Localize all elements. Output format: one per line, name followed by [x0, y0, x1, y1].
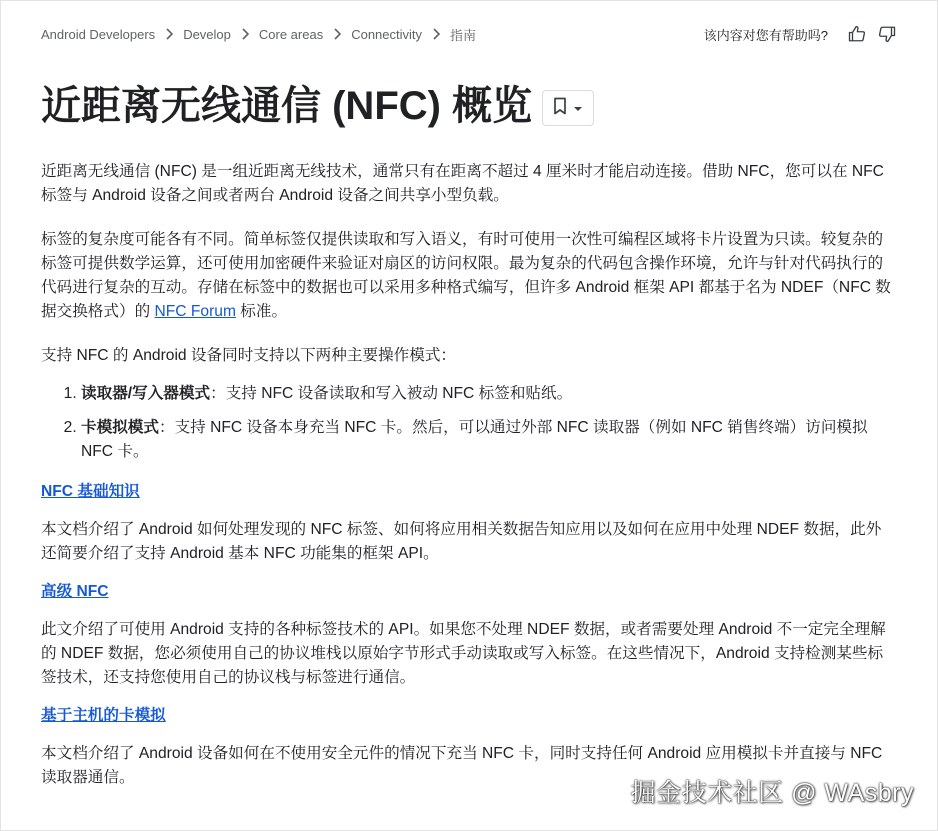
page-title: 近距离无线通信 (NFC) 概览 [41, 84, 533, 128]
breadcrumb-android-developers[interactable]: Android Developers [41, 26, 156, 42]
section-desc-nfc-basics: 本文档介绍了 Android 如何处理发现的 NFC 标签、如何将应用相关数据告知应用以及如何在应用中处理 NDEF 数据，此外还简要介绍了支持 Android 基本 NFC 功能集的框架 API。 [41, 521, 882, 562]
mode-term: 卡模拟模式 [81, 419, 159, 436]
breadcrumb [41, 25, 476, 44]
chevron-down-icon [573, 99, 583, 117]
bookmark-button[interactable] [542, 90, 594, 126]
title-row [41, 78, 594, 134]
watermark: 掘金技术社区 @ WAsbry [630, 779, 914, 807]
chevron-right-icon [333, 28, 341, 40]
intro-paragraph-1: 近距离无线通信 (NFC) 是一组近距离无线技术，通常只有在距离不超过 4 厘米时才能启动连接。借助 NFC，您可以在 NFC 标签与 Android 设备之间或者两台 Android 设备之间共享小型负载。 [41, 163, 884, 204]
breadcrumb-develop[interactable]: Develop [183, 26, 231, 42]
section-link-hce[interactable]: 基于主机的卡模拟 [41, 707, 166, 724]
section-desc-advanced-nfc: 此文介绍了可使用 Android 支持的各种标签技术的 API。如果您不处理 NDEF 数据，或者需要处理 Android 不一定完全理解的 NDEF 数据，您必须使用自己的协议堆栈以原始字节形式手动读取或写入标签。在这些情况下，Android 支持检测某些标签技术，还支持您使用自己的协议栈与标签进行通信。 [41, 621, 886, 686]
bookmark-icon [553, 97, 567, 120]
intro-paragraph-2-text-a: 标签的复杂度可能各有不同。简单标签仅提供读取和写入语义，有时可使用一次性可编程区域将卡片设置为只读。较复杂的标签可提供数学运算，还可使用加密硬件来验证对扇区的访问权限。最为复杂的代码包含操作环境，允许与针对代码执行的代码进行复杂的互动。存储在标签中的数据也可以采用多种格式编写，但许多 Android 框架 API 都基于名为 NDEF（NFC 数据交换格式）的 [41, 231, 891, 320]
list-item [81, 416, 891, 464]
chevron-right-icon [432, 28, 440, 40]
breadcrumb-connectivity[interactable]: Connectivity [351, 26, 423, 42]
section-link-advanced-nfc[interactable]: 高级 NFC [41, 583, 109, 600]
mode-desc: ：支持 NFC 设备读取和写入被动 NFC 标签和贴纸。 [210, 385, 573, 402]
article-body [41, 160, 891, 804]
breadcrumb-core-areas[interactable]: Core areas [258, 26, 324, 42]
thumb-up-icon[interactable] [846, 23, 868, 45]
nfc-forum-link[interactable]: NFC Forum [154, 303, 236, 320]
section-desc-hce: 本文档介绍了 Android 设备如何在不使用安全元件的情况下充当 NFC 卡，同时支持任何 Android 应用模拟卡并直接与 NFC 读取器通信。 [41, 745, 883, 786]
section-link-nfc-basics[interactable]: NFC 基础知识 [41, 483, 140, 500]
modes-list [41, 382, 891, 464]
feedback-widget [704, 23, 898, 45]
chevron-right-icon [241, 28, 249, 40]
breadcrumb-guide[interactable]: 指南 [450, 27, 477, 43]
thumb-down-icon[interactable] [876, 23, 898, 45]
chevron-right-icon [165, 28, 173, 40]
mode-term: 读取器/写入器模式 [81, 385, 211, 402]
mode-desc: ：支持 NFC 设备本身充当 NFC 卡。然后，可以通过外部 NFC 读取器（例如 NFC 销售终端）访问模拟 NFC 卡。 [81, 419, 868, 460]
intro-paragraph-2 [41, 228, 891, 324]
intro-paragraph-2-text-b: 标准。 [235, 303, 288, 320]
feedback-question: 该内容对您有帮助吗? [703, 27, 828, 43]
list-item [81, 382, 891, 406]
top-bar [41, 22, 898, 46]
modes-intro: 支持 NFC 的 Android 设备同时支持以下两种主要操作模式： [41, 347, 457, 364]
